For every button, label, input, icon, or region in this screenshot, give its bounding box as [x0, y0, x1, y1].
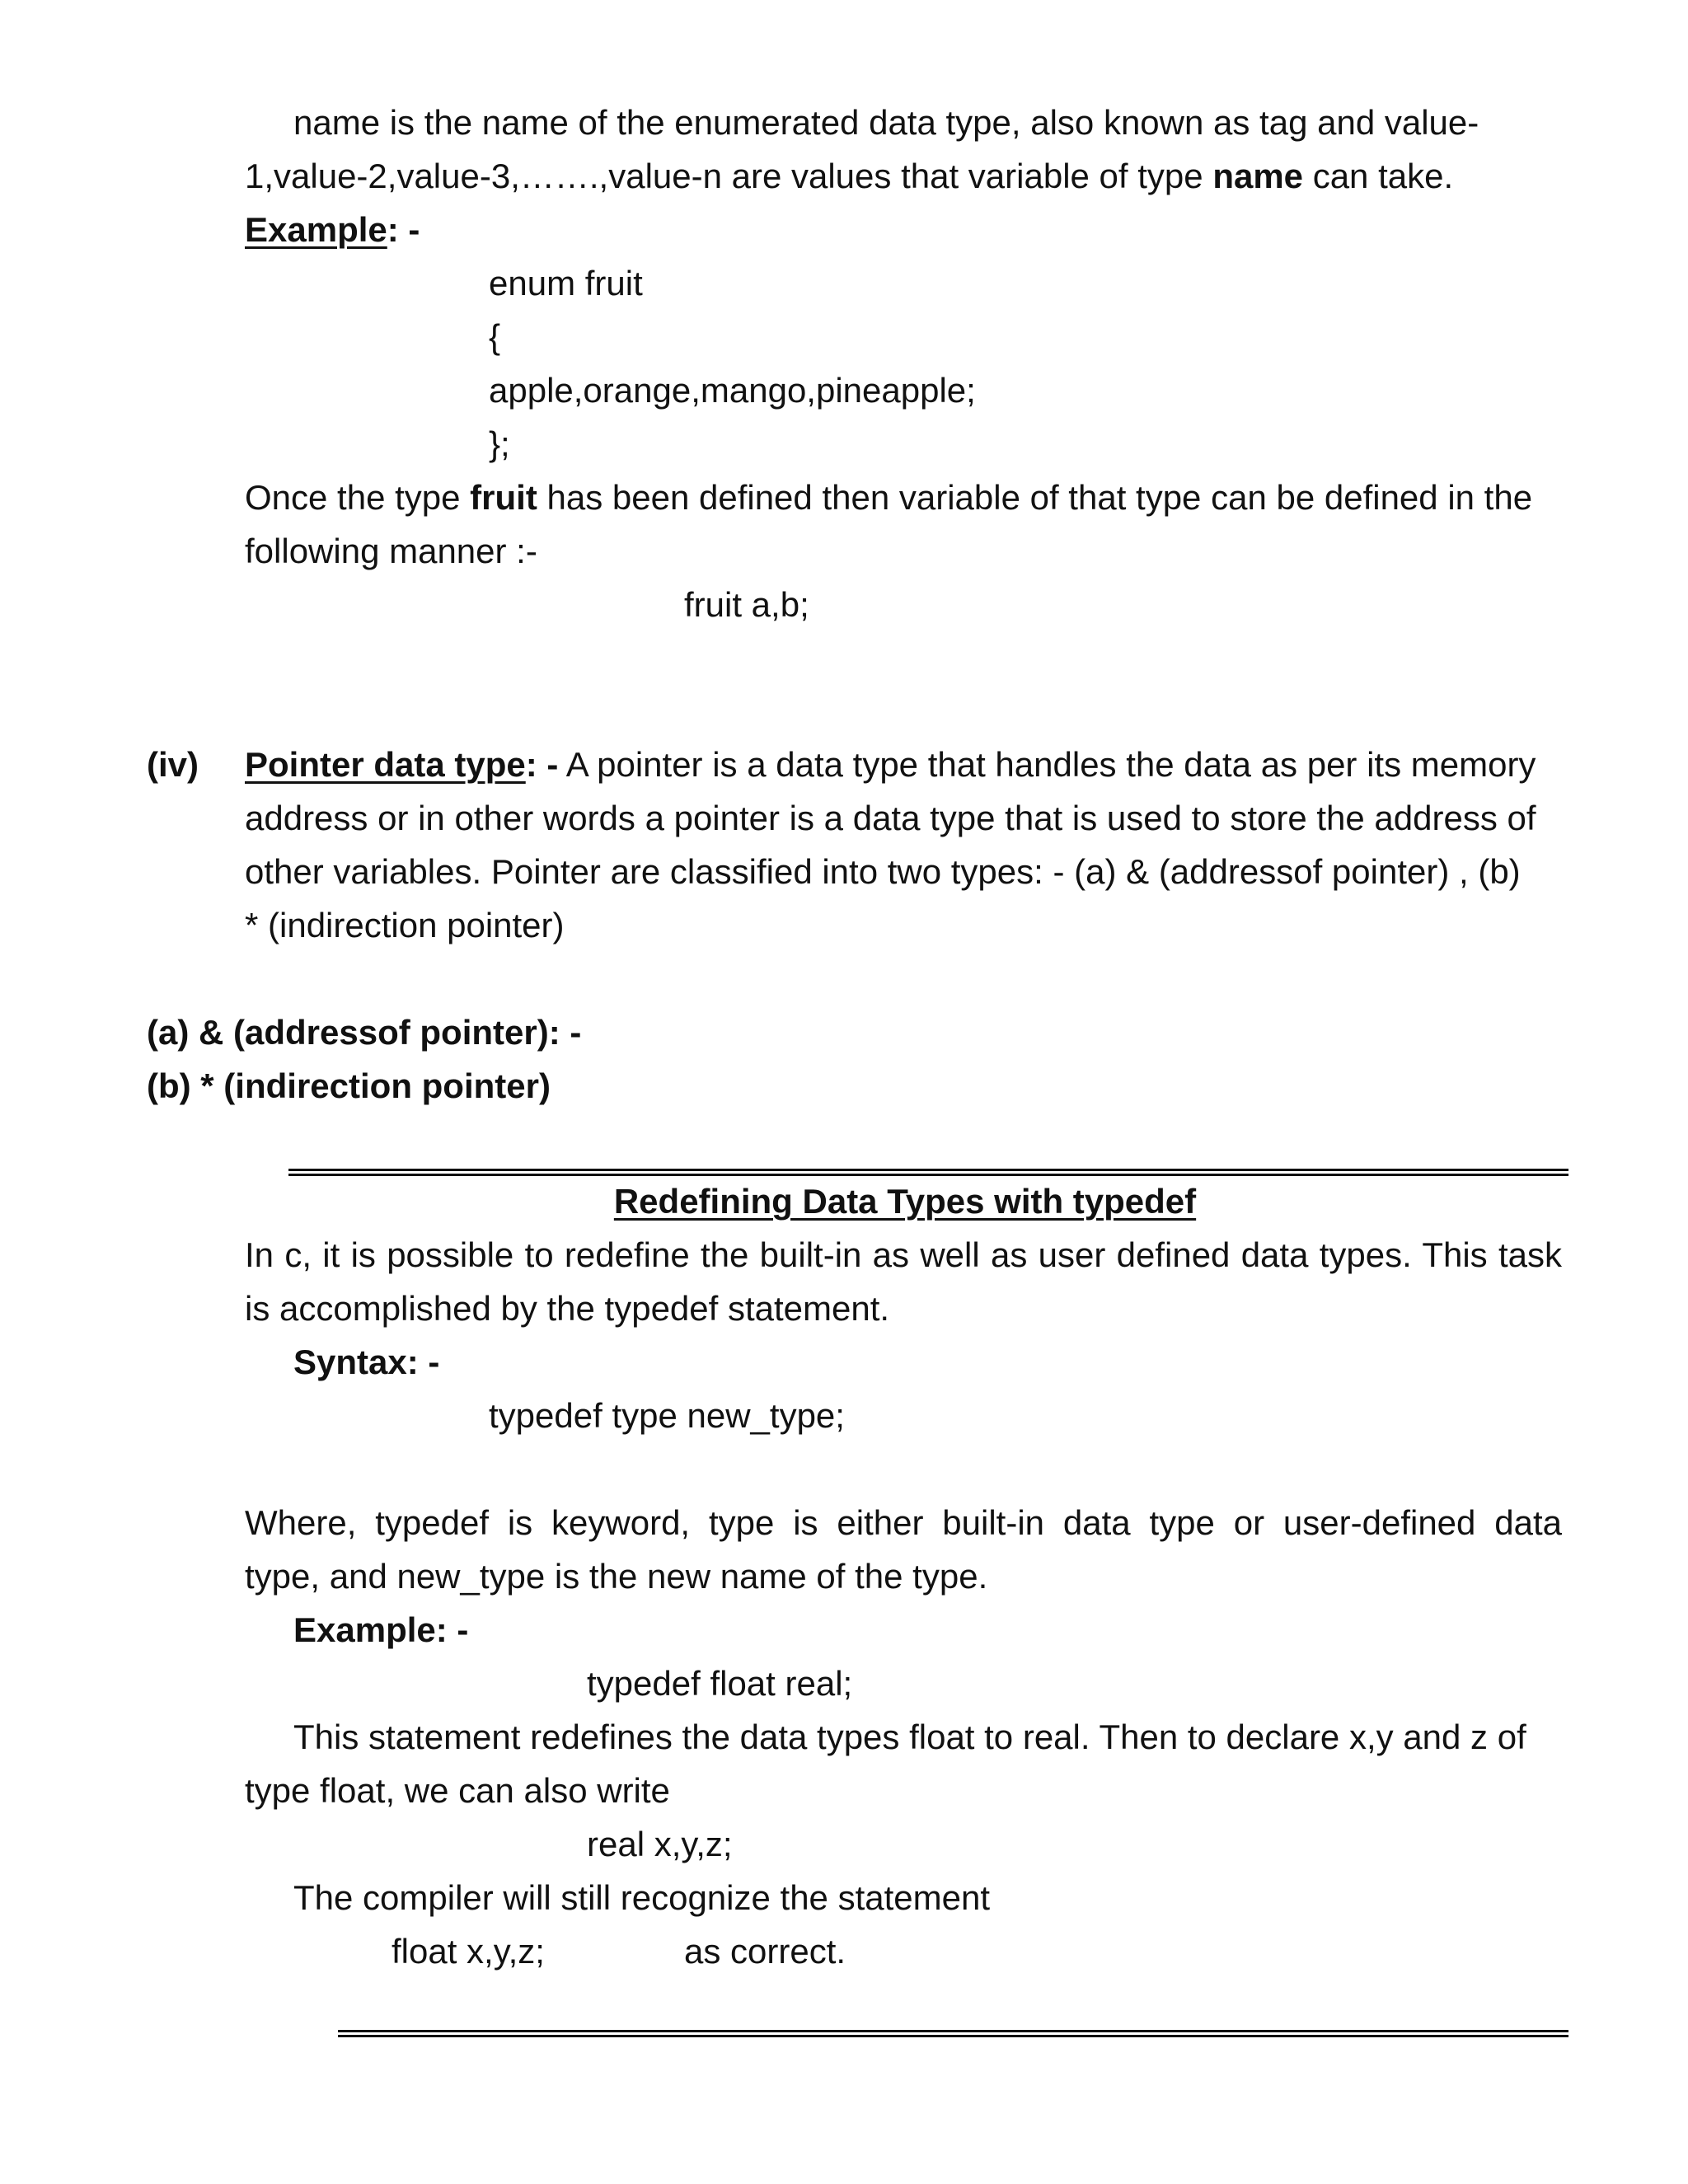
syntax-code: typedef type new_type;	[489, 1396, 845, 1435]
statement-line-1: This statement redefines the data types float to real. Then to declare x,y and z of	[293, 1718, 1526, 1756]
pointer-line-3: other variables. Pointer are classified into two types: - (a) & (addressof pointer) , (b)	[245, 852, 1521, 891]
enum-example-label	[245, 210, 420, 249]
where-line-1: Where, typedef is keyword, type is either built-in data type or user-defined data	[245, 1503, 1562, 1542]
float-code: float x,y,z;	[392, 1932, 545, 1971]
typedef-intro-1: In c, it is possible to redefine the built-in as well as user defined data types. This task	[245, 1235, 1562, 1274]
pointer-line-1	[245, 745, 1536, 784]
where-line-2: type, and new_type is the new name of the type.	[245, 1557, 988, 1596]
compiler-line: The compiler will still recognize the statement	[293, 1878, 991, 1917]
enum-desc-text: 1,value-2,value-3,…….,value-n are values that variable of type	[245, 157, 1213, 195]
enum-code-line-3: apple,orange,mango,pineapple;	[489, 371, 976, 410]
real-code: real x,y,z;	[587, 1825, 733, 1863]
pointer-item-a: (a) & (addressof pointer): -	[147, 1013, 582, 1052]
example-label-text: Example	[245, 210, 387, 249]
syntax-label: Syntax: -	[293, 1343, 440, 1381]
enum-code-line-2: {	[489, 317, 501, 356]
pointer-marker: (iv)	[147, 745, 199, 784]
enum-following-line: following manner :-	[245, 532, 537, 570]
fruit-keyword: fruit	[470, 478, 537, 517]
pointer-item-b: (b) * (indirection pointer)	[147, 1066, 551, 1105]
enum-declaration: fruit a,b;	[684, 585, 809, 624]
typedef-intro-2: is accomplished by the typedef statement.	[245, 1289, 890, 1328]
statement-line-2: type float, we can also write	[245, 1771, 670, 1810]
pointer-heading: Pointer data type	[245, 745, 526, 784]
pointer-line-1-text: A pointer is a data type that handles the data as per its memory	[558, 745, 1536, 784]
once-text-end: has been defined then variable of that type can be defined in the	[537, 478, 1533, 517]
pointer-line-2: address or in other words a pointer is a data type that is used to store the address of	[245, 799, 1536, 837]
typedef-example-code: typedef float real;	[587, 1664, 853, 1703]
enum-name-keyword: name	[1212, 157, 1304, 195]
typedef-example-label: Example: -	[293, 1610, 469, 1649]
section-divider-bottom	[338, 2030, 1568, 2037]
once-text: Once the type	[245, 478, 471, 517]
example-label-suffix: : -	[387, 210, 420, 249]
enum-desc-text-end: can take.	[1303, 157, 1454, 195]
pointer-heading-suffix: : -	[525, 745, 559, 784]
enum-once-line	[245, 480, 1532, 515]
as-correct-text: as correct.	[684, 1932, 846, 1971]
pointer-line-4: * (indirection pointer)	[245, 906, 565, 944]
enum-desc-line-1: name is the name of the enumerated data type, also known as tag and value-	[293, 103, 1479, 142]
section-divider-top	[288, 1169, 1568, 1176]
enum-code-line-1: enum fruit	[489, 264, 643, 302]
enum-desc-line-2	[245, 159, 1453, 194]
enum-code-line-4: };	[489, 424, 510, 463]
typedef-title: Redefining Data Types with typedef	[613, 1182, 1197, 1221]
